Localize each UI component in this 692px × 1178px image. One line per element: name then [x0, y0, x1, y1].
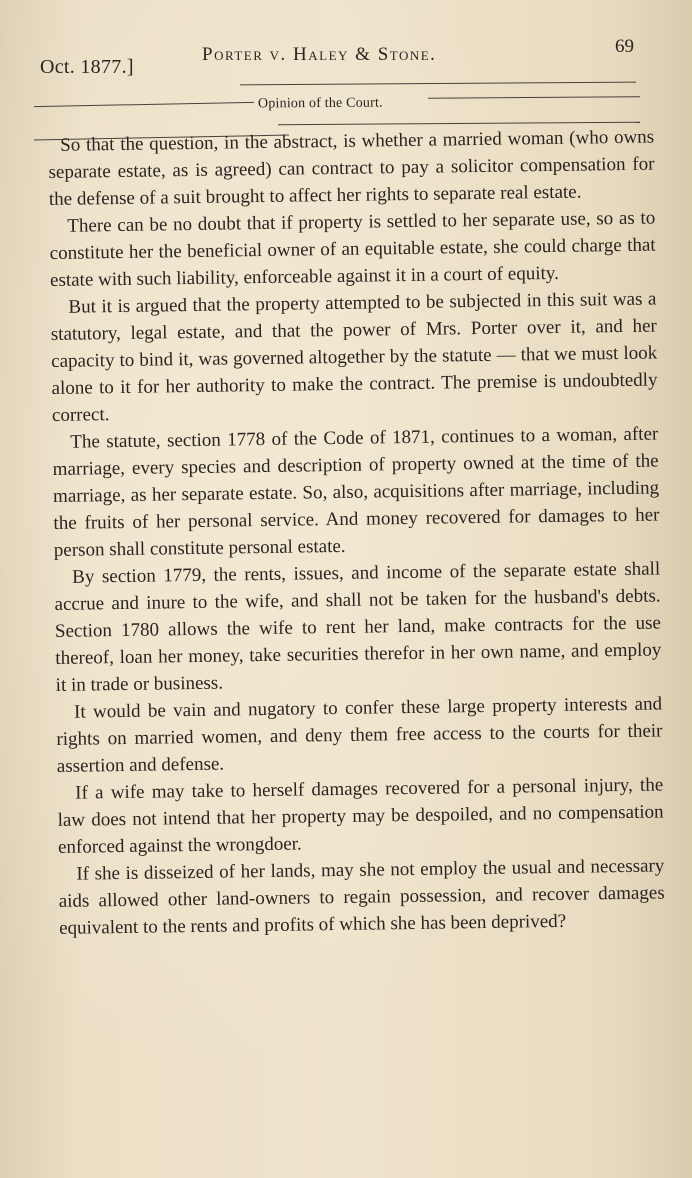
header-rule-right-upper — [428, 96, 640, 98]
case-title: Porter v. Haley & Stone. — [202, 44, 437, 65]
paragraph-3: But it is argued that the property attempted to be subjected in this suit was a statutory, legal estate, and that the power of Mrs. Porter over it, and her capacity to bind it, was governed altogether by the statute — that we must look alone to it for her authority to make the contract. The premise is undoubtedly correct. — [50, 288, 658, 426]
page-number: 69 — [615, 36, 634, 57]
paragraph-2: There can be no doubt that if property is settled to her separate use, so as to constitute her the beneficial owner of an equitable estate, she could charge that estate with such liability, enforceable against it in a court of equity. — [49, 207, 656, 291]
paragraph-1: So that the question, in the abstract, is whether a married woman (who owns separate estate, as is agreed) can contract to pay a solicitor compensation for the defense of a suit brought to affect her rights to separate real estate. — [48, 126, 655, 210]
paragraph-7: If a wife may take to herself damages recovered for a personal injury, the law does not intend that her property may be despoiled, and no compensation enforced against the wrongdoer. — [57, 774, 664, 858]
opinion-text — [48, 124, 665, 942]
paragraph-8: If she is disseized of her lands, may she not employ the usual and necessary aids allowed other land-owners to regain possession, and recover damages equivalent to the rents and profits of which she has been deprived? — [58, 855, 665, 939]
header-rule-left-upper — [34, 102, 254, 107]
paragraph-6: It would be vain and nugatory to confer these large property interests and rights on married women, and deny them free access to the courts for their assertion and defense. — [56, 693, 663, 777]
running-head — [0, 0, 692, 90]
paragraph-5: By section 1779, the rents, issues, and income of the separate estate shall accrue and inure to the wife, and shall not be taken for the husband's debts. Section 1780 allows the wife to rent her land, make contracts for the use thereof, loan her money, take securities therefor in her own name, and employ it in trade or business. — [54, 558, 662, 696]
section-label: Opinion of the Court. — [257, 95, 383, 112]
paragraph-4: The statute, section 1778 of the Code of 1871, continues to a woman, after marriage, every species and description of property owned at the time of the marriage, as her separate estate. So, also, acquisitions after marriage, including the fruits of her personal service. And money recovered for damages to her person shall constitute personal estate. — [52, 423, 660, 561]
term-date: Oct. 1877.] — [40, 56, 134, 78]
